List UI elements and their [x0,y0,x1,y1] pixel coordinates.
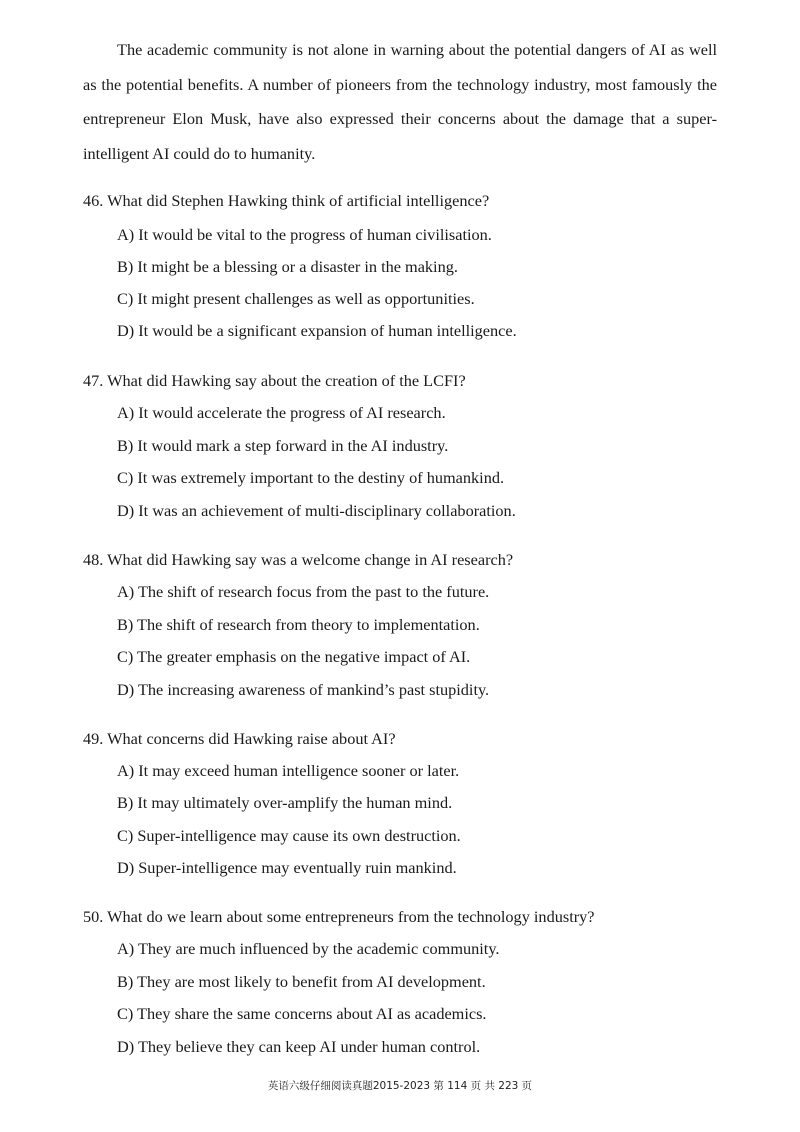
question-stem: 48. What did Hawking say was a welcome change in AI research? [83,550,514,569]
option-b: B) The shift of research from theory to implementation. [117,615,480,634]
page-footer: 英语六级仔细阅读真题2015-2023 第 114 页 共 223 页 [267,1080,533,1092]
question-stem: 49. What concerns did Hawking raise about AI? [83,729,396,748]
option-a: A) The shift of research focus from the past to the future. [117,582,490,601]
passage-paragraph: The academic community is not alone in warning about the potential dangers of AI as well as the potential benefits. A number of pioneers from the technology industry, most famously the entrepreneur Elon Musk, have also expressed their concerns about the damage that a super-intelligent AI could do to humanity. [83,40,717,163]
option-c: C) They share the same concerns about AI as academics. [117,1004,487,1023]
option-d: D) They believe they can keep AI under human control. [117,1037,481,1056]
question-stem: 50. What do we learn about some entrepreneurs from the technology industry? [83,907,595,926]
question-46 [83,191,743,341]
option-d: D) The increasing awareness of mankind’s past stupidity. [117,680,490,699]
question-stem: 47. What did Hawking say about the creation of the LCFI? [83,371,466,390]
option-c: C) Super-intelligence may cause its own destruction. [117,826,461,845]
option-c: C) The greater emphasis on the negative impact of AI. [117,647,471,666]
option-d: D) Super-intelligence may eventually ruin mankind. [117,858,457,877]
option-d: D) It was an achievement of multi-disciplinary collaboration. [117,501,516,520]
option-b: B) They are most likely to benefit from AI development. [117,972,486,991]
option-b: B) It might be a blessing or a disaster in the making. [117,257,458,276]
option-a: A) They are much influenced by the academic community. [117,939,500,958]
option-b: B) It would mark a step forward in the AI industry. [117,436,449,455]
option-a: A) It would accelerate the progress of AI research. [117,403,446,422]
option-b: B) It may ultimately over-amplify the human mind. [117,793,453,812]
question-48 [83,550,743,700]
question-47 [83,371,743,521]
option-c: C) It was extremely important to the destiny of humankind. [117,468,505,487]
option-a: A) It would be vital to the progress of human civilisation. [117,225,492,244]
option-c: C) It might present challenges as well as opportunities. [117,289,475,308]
question-49 [83,729,743,878]
option-d: D) It would be a significant expansion of human intelligence. [117,321,517,340]
question-50 [83,907,743,1057]
option-a: A) It may exceed human intelligence sooner or later. [117,761,460,780]
question-stem: 46. What did Stephen Hawking think of artificial intelligence? [83,191,490,210]
